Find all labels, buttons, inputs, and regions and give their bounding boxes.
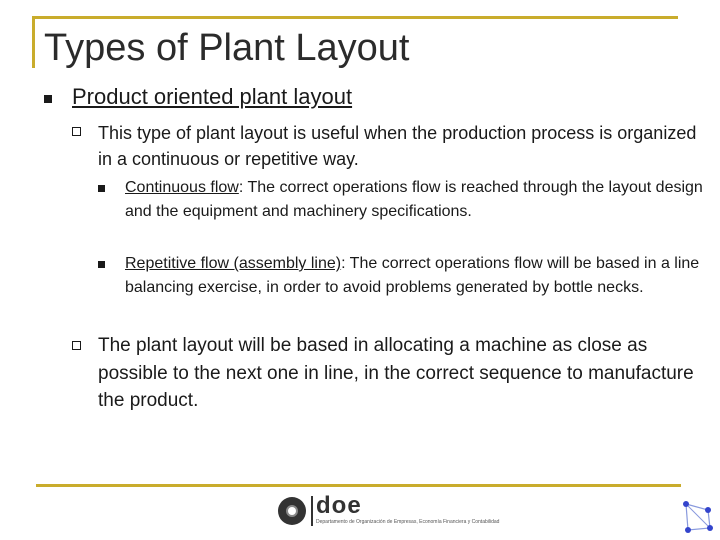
footer-divider <box>36 484 681 487</box>
logo-name: doe <box>316 492 362 519</box>
level1-heading: Product oriented plant layout <box>72 84 353 109</box>
level3-term: Continuous flow <box>125 179 239 196</box>
title-frame-top <box>32 16 678 19</box>
bullet-square-icon <box>98 185 105 192</box>
title-frame-left <box>32 16 35 68</box>
level2-item: The plant layout will be based in allocating a machine as close as possible to the next one in line, in the correct sequence to manufacture the product. <box>98 335 694 412</box>
level3-term: Repetitive flow (assembly line) <box>125 255 342 272</box>
level3-text: : The correct operations flow is reached through the layout design and the equipment and machinery specifications. <box>125 179 703 220</box>
bullet-hollow-icon <box>72 127 81 136</box>
level2-item: This type of plant layout is useful when the production process is organized in a continuous or repetitive way. <box>98 123 697 170</box>
page-title: Types of Plant Layout <box>44 27 410 69</box>
logo-bar <box>311 496 313 526</box>
doe-logo <box>278 492 518 530</box>
logo-circle-icon <box>278 497 306 525</box>
level3-item <box>125 252 705 300</box>
network-nodes-icon <box>680 500 714 534</box>
level3-item <box>125 176 705 224</box>
bullet-square-icon <box>98 261 105 268</box>
logo-subtitle: Departamento de Organización de Empresas, Economía Financiera y Contabilidad <box>316 519 500 525</box>
level3-text: : The correct operations flow will be based in a line balancing exercise, in order to avoid problems generated by bottle necks. <box>125 255 700 296</box>
bullet-hollow-icon <box>72 341 81 350</box>
bullet-square-icon <box>44 95 52 103</box>
